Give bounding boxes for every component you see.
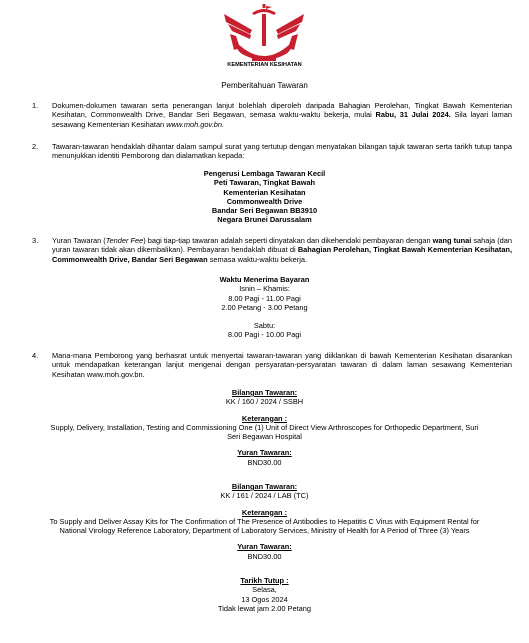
tender-desc: To Supply and Deliver Assay Kits for The Confirmation of The Presence of Antibodies to Hepatitis C Virus with Equipment Rental for <box>49 516 480 526</box>
item-number: 2. <box>32 142 39 151</box>
item-number: 4. <box>32 351 39 360</box>
tender-desc: National Virology Reference Laboratory, Department of Laboratory Services, Ministry of Health for A Period of Three (3) Years <box>59 526 470 535</box>
notice-item-1 <box>32 101 512 129</box>
item-text: Tawaran-tawaran hendaklah dihantar dalam sampul surat yang tertutup dengan menyatakan bilangan tajuk tawaran serta tarikh tutup tanpa menunjukkan identiti Pemborong dan dialamatkan kepada: <box>52 142 512 161</box>
tender-2 <box>0 482 529 561</box>
tender-desc-label: Keterangan : <box>241 413 288 423</box>
notice-item-3 <box>32 236 512 264</box>
tender-fee: BND30.00 <box>247 551 282 561</box>
payment-slot: 2.00 Petang - 3.00 Petang <box>221 302 308 312</box>
item-number: 3. <box>32 236 39 245</box>
closing-day: Selasa, <box>252 585 277 595</box>
tender-ref: KK / 160 / 2024 / SSBH <box>225 397 304 407</box>
payment-saturday: Sabtu: <box>253 321 276 330</box>
address-line: Commonwealth Drive <box>226 196 303 206</box>
address-line: Peti Tawaran, Tingkat Bawah <box>213 178 316 188</box>
notice-heading: Pemberitahuan Tawaran <box>221 81 308 90</box>
address-block <box>0 169 529 225</box>
item-text: Mana-mana Pemborong yang berhasrat untuk menyertai tawaran-tawaran yang diiklankan di bawah Kementerian Kesihatan disarankan untuk mendapatkan keterangan lanjut mengenai dengan persyaratan-persyaratan tawaran di dalam laman sesawang Kementerian Kesihatan www.moh.gov.bn. <box>52 351 512 379</box>
payment-weekdays: Isnin – Khamis: <box>239 284 290 294</box>
notice-item-4 <box>32 351 512 379</box>
ministry-name: KEMENTERIAN KESIHATAN <box>227 62 302 68</box>
closing-date-value: 13 Ogos 2024 <box>241 594 288 604</box>
tender-ref-label: Bilangan Tawaran: <box>231 482 298 491</box>
notice-item-2 <box>32 142 512 161</box>
item-number: 1. <box>32 101 39 110</box>
address-line: Negara Brunei Darussalam <box>217 215 312 225</box>
payment-hours <box>0 275 529 340</box>
closing-time: Tidak lewat jam 2.00 Petang <box>218 603 311 613</box>
tender-desc: Supply, Delivery, Installation, Testing and Commissioning One (1) Unit of Direct View Arthroscopes for Orthopedic Department, Suri <box>50 422 479 432</box>
tender-fee-label: Yuran Tawaran: <box>237 448 292 458</box>
tender-fee: BND30.00 <box>247 457 282 467</box>
tender-desc-label: Keterangan : <box>241 507 288 517</box>
payment-slot: 8.00 Pagi - 10.00 Pagi <box>227 330 302 340</box>
tender-fee-label: Yuran Tawaran: <box>237 542 292 552</box>
item-text: Dokumen-dokumen tawaran serta penerangan lanjut bolehlah diperoleh daripada Bahagian Perolehan, Tingkat Bawah Kementerian Kesihatan, Commonwealth Drive, Bandar Seri Begawan, semasa waktu-waktu bekerja, mulai Rabu, 31 Julai 2024. Sila layari laman sesawang Kementerian Kesihatan www.moh.gov.bn. <box>52 101 513 129</box>
payment-title: Waktu Menerima Bayaran <box>219 275 310 284</box>
payment-slot: 8.00 Pagi - 11.00 Pagi <box>228 293 301 303</box>
tender-ref-label: Bilangan Tawaran: <box>231 388 298 397</box>
address-line: Pengerusi Lembaga Tawaran Kecil <box>203 169 326 178</box>
tender-1 <box>0 388 529 467</box>
tender-ref: KK / 161 / 2024 / LAB (TC) <box>220 491 309 501</box>
item-text: Yuran Tawaran (Tender Fee) bagi tiap-tiap tawaran adalah seperti dinyatakan dan dikehendaki pembayaran dengan wang tunai sahaja (dan yuran tawaran tidak akan dikembalikan). Pembayaran hendaklah dibuat di Bahagian Perolehan, Tingkat Bawah Kementerian Kesihatan, Commonwealth Drive, Bandar Seri Begawan semasa waktu-waktu bekerja. <box>52 236 512 264</box>
address-line: Bandar Seri Begawan BB3910 <box>211 206 318 215</box>
closing-date <box>0 576 529 613</box>
closing-label: Tarikh Tutup : <box>240 576 289 585</box>
tender-desc: Seri Begawan Hospital <box>227 432 302 441</box>
address-line: Kementerian Kesihatan <box>223 187 306 197</box>
